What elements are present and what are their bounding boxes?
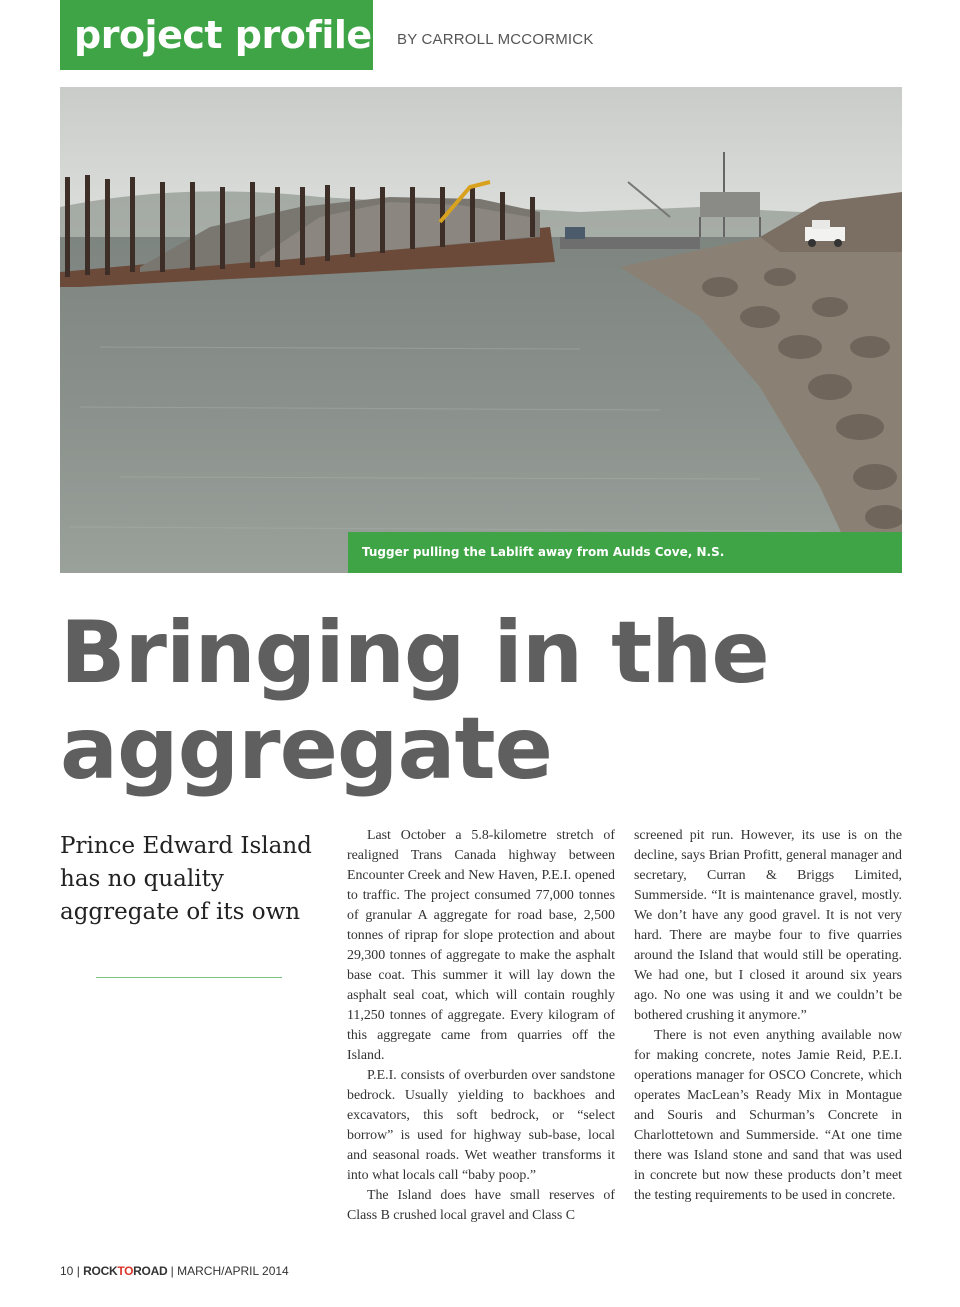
magazine-name-part: ROCK (83, 1264, 118, 1278)
issue-date: MARCH/APRIL 2014 (177, 1264, 289, 1278)
section-label: project profile (60, 0, 373, 70)
page-footer (60, 1264, 289, 1278)
body-column-2 (634, 826, 902, 1246)
photo-caption: Tugger pulling the Lablift away from Aulds Cove, N.S. (348, 532, 902, 573)
body-paragraph: P.E.I. consists of overburden over sandstone bedrock. Usually yielding to backhoes and excavators, this soft bedrock, or “select borrow” is used for highway sub-base, local and seasonal roads. Wet weather transforms it into what locals call “baby poop.” (347, 1068, 615, 1183)
body-paragraph: screened pit run. However, its use is on the decline, says Brian Profitt, general manager and secretary, Curran & Briggs Limited, Summerside. “It is maintenance gravel, mostly. We don’t have any good gravel. It is not very hard. There are maybe four to five quarries around the Island that would still be operating. We had one, but I closed it around six years ago. No one was using it and we couldn’t be bothered crushing it anymore.” (634, 828, 902, 1023)
body-paragraph: The Island does have small reserves of Class B crushed local gravel and Class C (347, 1188, 615, 1223)
footer-separator: | (76, 1264, 80, 1278)
body-paragraph: There is not even anything available now for making concrete, notes Jamie Reid, P.E.I. operations manager for OSCO Concrete, which operates MacLean’s Ready Mix in Montague and Souris and Schurman’s Concrete in Charlottetown and Summerside. “At one time there was Island stone and sand that was used in concrete but now these products don’t meet the testing requirements to be used in concrete. (634, 1028, 902, 1203)
byline: BY CARROLL MCCORMICK (397, 31, 594, 48)
article-deck: Prince Edward Island has no quality aggregate of its own (60, 833, 312, 925)
page-number: 10 (60, 1264, 74, 1278)
magazine-name-part: ROAD (133, 1264, 168, 1278)
body-paragraph: Last October a 5.8-kilometre stretch of realigned Trans Canada highway between Encounter Creek and New Haven, P.E.I. opened to traffic. The project consumed 77,000 tonnes of granular A aggregate for road base, 2,500 tonnes of riprap for slope protection and about 29,300 tonnes of aggregate to make the asphalt base coat. This summer it will lay down the asphalt seal coat, which will contain roughly 11,250 tonnes of aggregate. Every kilogram of this aggregate came from quarries off the Island. (347, 828, 615, 1063)
deck-divider (96, 977, 282, 978)
magazine-name (83, 1264, 167, 1278)
article-headline: Bringing in the aggregate (60, 603, 769, 799)
harbour-photo-illustration (60, 87, 902, 573)
body-column-1 (347, 826, 615, 1246)
magazine-name-part: TO (117, 1264, 134, 1278)
footer-separator: | (170, 1264, 174, 1278)
hero-photo (60, 87, 902, 573)
